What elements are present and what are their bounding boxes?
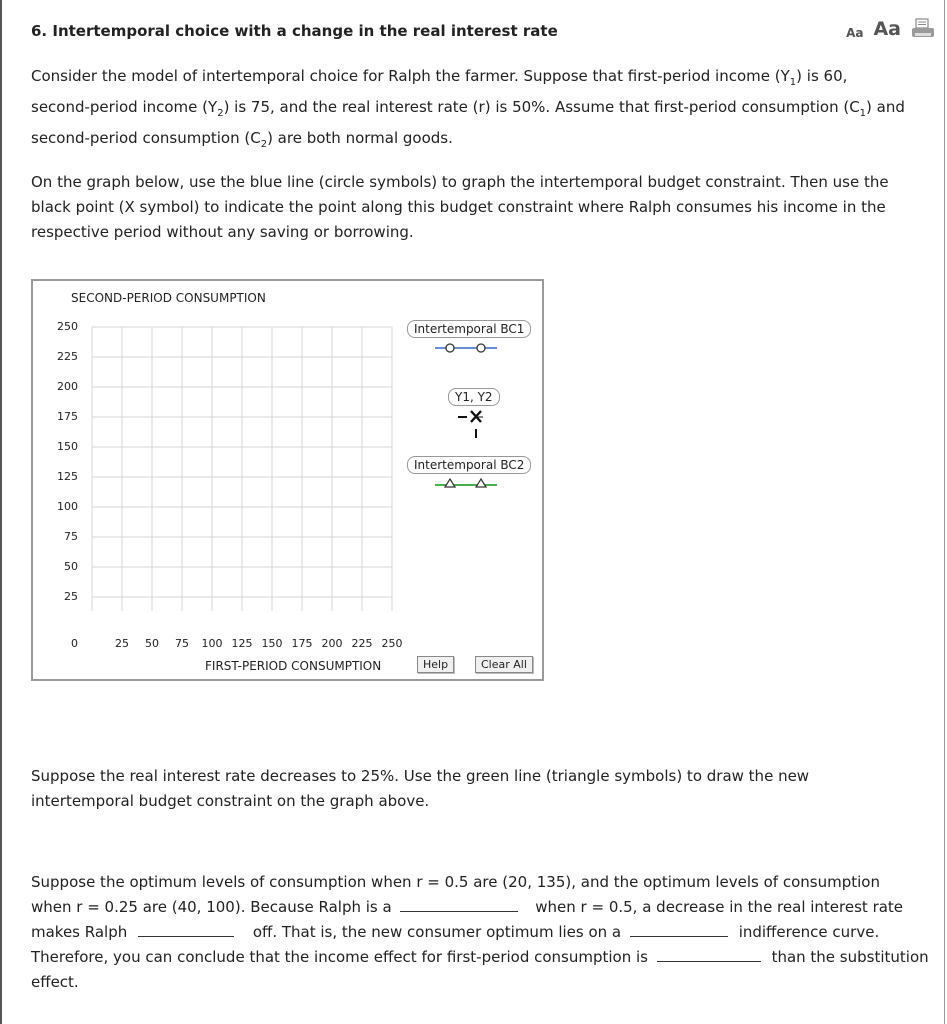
x-tick-label: 75 <box>175 637 189 650</box>
font-decrease-button[interactable]: Aa <box>846 26 864 40</box>
legend-bc1-label: Intertemporal BC1 <box>407 320 531 338</box>
legend-bc2-label: Intertemporal BC2 <box>407 456 531 474</box>
font-increase-button[interactable]: Aa <box>873 18 901 40</box>
x-tick-label: 150 <box>261 637 283 650</box>
x-tick-label: 175 <box>291 637 313 650</box>
blank-4-dropdown[interactable] <box>657 947 761 962</box>
part2-paragraph: Suppose the real interest rate decreases to 25%. Use the green line (triangle symbols) to draw the new intertemporal budget constraint on the graph above. <box>31 767 810 810</box>
y-tick-label: 200 <box>57 380 78 393</box>
instruction-paragraph: On the graph below, use the blue line (circle symbols) to graph the intertemporal budget constraint. Then use the black point (X symbol) to indicate the point along this budget constraint where Ralph consumes his income in the respective period without any saving or borrowing. <box>31 173 889 241</box>
print-icon[interactable] <box>911 18 933 40</box>
x-point-tool-icon[interactable] <box>453 407 493 443</box>
y-tick-label: 50 <box>64 560 78 573</box>
x-tick-label: 25 <box>115 637 129 650</box>
y-tick-label: 175 <box>57 410 78 423</box>
blank-1-dropdown[interactable] <box>400 897 518 912</box>
y-tick-label: 225 <box>57 350 78 363</box>
y-tick-label: 100 <box>57 500 78 513</box>
y-tick-label: 125 <box>57 470 78 483</box>
y-tick-label: 150 <box>57 440 78 453</box>
y-tick-label: 25 <box>64 590 78 603</box>
blank-2-dropdown[interactable] <box>138 922 234 937</box>
question-title: 6. Intertemporal choice with a change in the real interest rate <box>31 22 558 40</box>
font-tools <box>846 18 933 40</box>
y-axis-title: SECOND-PERIOD CONSUMPTION <box>71 291 266 305</box>
x-tick-label: 200 <box>321 637 343 650</box>
x-tick-label: 225 <box>351 637 373 650</box>
help-button[interactable]: Help <box>417 656 454 673</box>
y-tick-label: 250 <box>57 320 78 333</box>
x-axis-title: FIRST-PERIOD CONSUMPTION <box>205 659 382 673</box>
plot-area[interactable] <box>33 281 413 611</box>
legend-y1y2-label: Y1, Y2 <box>448 388 500 406</box>
x-tick-label: 100 <box>201 637 223 650</box>
origin-label: 0 <box>71 637 78 650</box>
intro-paragraph: Consider the model of intertemporal choice for Ralph the farmer. Suppose that first-period income $(Y_1)$ is 60, second-period income $(Y_2)$ is 75, and the real interest rate (r) is 50%. Assume that first-period consumption $(C_1)$ and second-period consumption $(C_2)$ are both normal goods. <box>31 67 905 150</box>
y-tick-label: 75 <box>64 530 78 543</box>
x-tick-label: 50 <box>145 637 159 650</box>
clear-all-button[interactable]: Clear All <box>475 656 533 673</box>
part3-paragraph: Suppose the optimum levels of consumption when r = 0.5 are (20, 135), and the optimum levels of consumption when r = 0.25 are (40, 100). Because Ralph is a when r = 0.5, a decrease in the real interest rate makes Ralph off. That is, the new consumer optimum lies on a indifference curve. Therefore, you can conclude that the income effect for first-period consumption is than the substitution effect. <box>31 873 929 991</box>
bc1-tool-icon[interactable] <box>433 341 499 355</box>
x-tick-label: 125 <box>231 637 253 650</box>
graph-panel <box>31 279 544 681</box>
blank-3-dropdown[interactable] <box>630 922 728 937</box>
x-tick-label: 250 <box>381 637 403 650</box>
bc2-tool-icon[interactable] <box>433 476 499 490</box>
